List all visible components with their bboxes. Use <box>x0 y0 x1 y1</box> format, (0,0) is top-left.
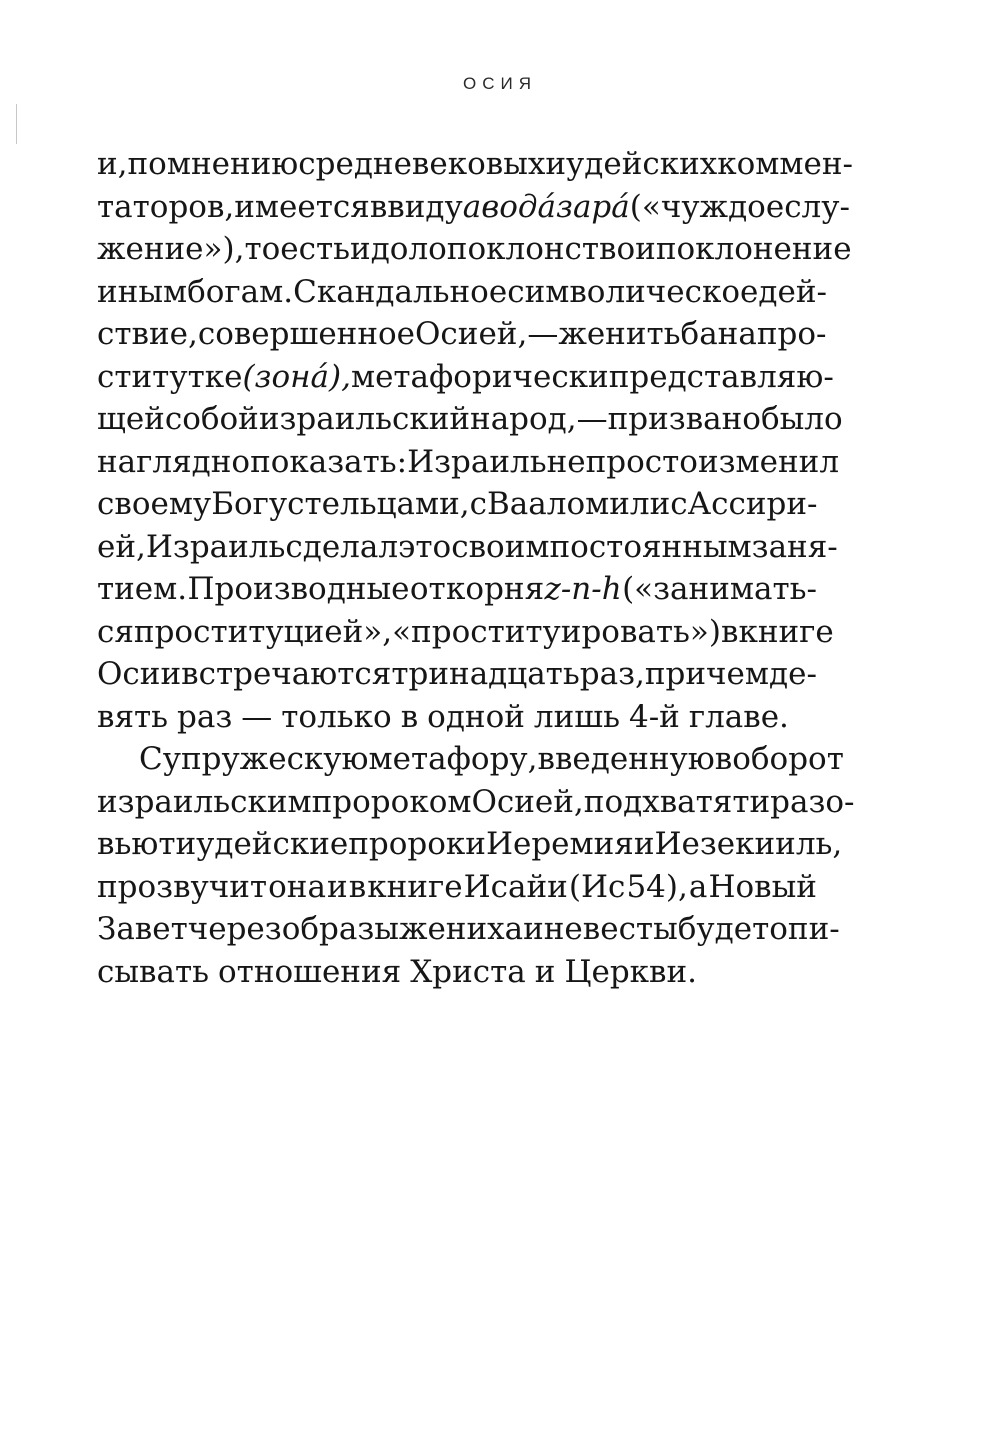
text-line <box>97 738 844 781</box>
word: женитьба <box>558 316 718 352</box>
word: Осии <box>97 656 182 692</box>
word: Супружескую <box>139 741 369 777</box>
word: Исайи <box>463 868 568 905</box>
word: жение»), <box>97 231 245 267</box>
word: (зона́), <box>242 358 351 395</box>
word: книге <box>367 868 463 905</box>
word: таторов, <box>97 188 235 225</box>
word: Богу <box>211 486 288 522</box>
word: Иезекииль, <box>654 826 843 862</box>
text-line <box>97 866 817 909</box>
word: и <box>633 826 655 862</box>
word: символическое <box>507 273 759 310</box>
word: Новый <box>708 868 817 905</box>
word: пророком <box>311 783 472 820</box>
paragraph-1 <box>97 143 854 738</box>
text-line <box>97 696 817 739</box>
word: Иеремия <box>485 826 634 862</box>
word: тием. <box>97 571 188 607</box>
word: 4-й <box>628 698 680 735</box>
word: Христа <box>410 953 526 990</box>
word: в <box>400 698 419 735</box>
word: было <box>760 401 843 437</box>
word: (Ис <box>568 868 626 905</box>
word: Ваалом <box>487 486 610 522</box>
word: совершенное <box>197 316 415 352</box>
word: ей, <box>97 528 146 565</box>
word: а <box>688 868 708 905</box>
word: призвано <box>607 401 761 437</box>
word: в <box>348 868 367 905</box>
word: («занимать- <box>622 571 817 607</box>
word: лишь <box>533 698 620 735</box>
word: ся <box>97 613 134 650</box>
word: («чуждое <box>629 188 785 225</box>
word: на <box>717 316 757 352</box>
word: будет <box>677 911 770 947</box>
word: то <box>244 231 281 267</box>
word: и <box>635 231 656 267</box>
word: разо- <box>770 783 855 820</box>
word: по <box>127 146 167 182</box>
word: дей- <box>758 273 827 310</box>
word: про- <box>756 316 827 352</box>
body-text <box>97 143 855 993</box>
word: просто <box>585 443 698 480</box>
text-line <box>97 908 840 951</box>
word: опи- <box>769 911 840 947</box>
word: через <box>187 911 282 947</box>
word: от <box>409 571 446 607</box>
text-line <box>97 781 855 824</box>
word: только <box>281 698 392 735</box>
word: Церкви. <box>564 953 698 990</box>
word: раз, <box>579 656 645 692</box>
word: ствие, <box>97 316 198 352</box>
word: оборот <box>732 741 844 777</box>
word: это <box>398 528 452 565</box>
word: и, <box>97 146 128 182</box>
word: подхватят <box>583 783 750 820</box>
word: прозвучит <box>97 868 268 905</box>
word: иудейские <box>175 826 349 862</box>
word: тринадцать <box>391 656 580 692</box>
word: пророки <box>348 826 486 862</box>
word: образы <box>281 911 399 947</box>
margin-mark <box>16 104 17 144</box>
word: мнению <box>166 146 299 182</box>
word: — <box>241 698 273 735</box>
word: вьют <box>97 826 176 862</box>
text-line <box>97 653 817 696</box>
text-line <box>97 186 850 229</box>
word: главе. <box>688 698 789 735</box>
word: показать: <box>250 443 408 480</box>
word: Скандальное <box>293 273 508 310</box>
word: средневековых <box>298 146 546 182</box>
word: или <box>609 486 671 522</box>
word: в <box>720 613 739 650</box>
text-line <box>97 526 838 569</box>
text-line <box>97 271 827 314</box>
word: постоянным <box>549 528 752 565</box>
word: представляю- <box>608 358 834 395</box>
word: тельцами, <box>304 486 470 522</box>
word: наглядно <box>97 443 251 480</box>
word: раз <box>177 698 233 735</box>
word: Израиль <box>145 528 286 565</box>
word: вять <box>97 698 169 735</box>
word: Осией, <box>415 316 528 352</box>
word: своим <box>451 528 550 565</box>
text-line <box>97 568 817 611</box>
word: Завет <box>97 911 188 947</box>
word: народ, <box>470 401 577 437</box>
word: виду <box>387 188 463 225</box>
word: и <box>327 868 348 905</box>
word: проституцией», <box>133 613 393 650</box>
text-line <box>97 951 817 994</box>
word: коммен- <box>717 146 854 182</box>
word: заня- <box>751 528 838 565</box>
word: z-n-h <box>544 571 622 607</box>
word: метафорически <box>350 358 609 395</box>
word: Ассири- <box>687 486 818 522</box>
text-line <box>97 228 852 271</box>
word: причем <box>644 656 769 692</box>
word: изменил <box>697 443 840 480</box>
text-line <box>97 398 843 441</box>
word: отношения <box>218 953 402 990</box>
text-line <box>97 356 834 399</box>
word: и <box>749 783 771 820</box>
word: иудейских <box>545 146 718 182</box>
word: в <box>714 741 733 777</box>
word: де- <box>769 656 817 692</box>
word: не <box>546 443 586 480</box>
word: с <box>287 486 305 522</box>
text-line <box>97 823 843 866</box>
word: сделал <box>285 528 399 565</box>
paragraph-2 <box>97 738 855 993</box>
word: в <box>369 188 388 225</box>
word: Израиль <box>407 443 547 480</box>
word: поклонение <box>655 231 852 267</box>
word: и <box>534 953 556 990</box>
word: ститутке <box>97 358 243 395</box>
word: жениха <box>398 911 524 947</box>
word: метафору, <box>368 741 538 777</box>
word: книге <box>738 613 834 650</box>
word: сывать <box>97 953 209 990</box>
word: имеется <box>234 188 370 225</box>
word: Осией, <box>471 783 584 820</box>
word: невесты <box>543 911 678 947</box>
word: собой <box>164 401 259 437</box>
word: Производные <box>187 571 410 607</box>
word: 54), <box>626 868 688 905</box>
word: зара́ <box>556 188 630 225</box>
word: богам. <box>187 273 294 310</box>
word: одной <box>427 698 525 735</box>
text-line <box>97 313 827 356</box>
text-line <box>97 611 834 654</box>
word: есть <box>280 231 351 267</box>
word: — <box>576 401 608 437</box>
word: щей <box>97 401 165 437</box>
word: авода́ <box>462 188 557 225</box>
word: корня <box>446 571 545 607</box>
text-line <box>97 441 840 484</box>
word: с <box>469 486 487 522</box>
word: встречаются <box>181 656 392 692</box>
text-line <box>97 143 854 186</box>
word: «проституировать») <box>392 613 721 650</box>
word: своему <box>97 486 212 522</box>
word: иным <box>97 273 188 310</box>
text-line <box>97 483 817 526</box>
word: введенную <box>537 741 715 777</box>
word: и <box>523 911 544 947</box>
word: израильский <box>258 401 471 437</box>
running-head: ОСИЯ <box>463 74 537 93</box>
word: она <box>268 868 326 905</box>
word: израильским <box>97 783 312 820</box>
word: слу- <box>784 188 850 225</box>
word: — <box>527 316 559 352</box>
word: идолопоклонство <box>350 231 636 267</box>
word: с <box>670 486 688 522</box>
